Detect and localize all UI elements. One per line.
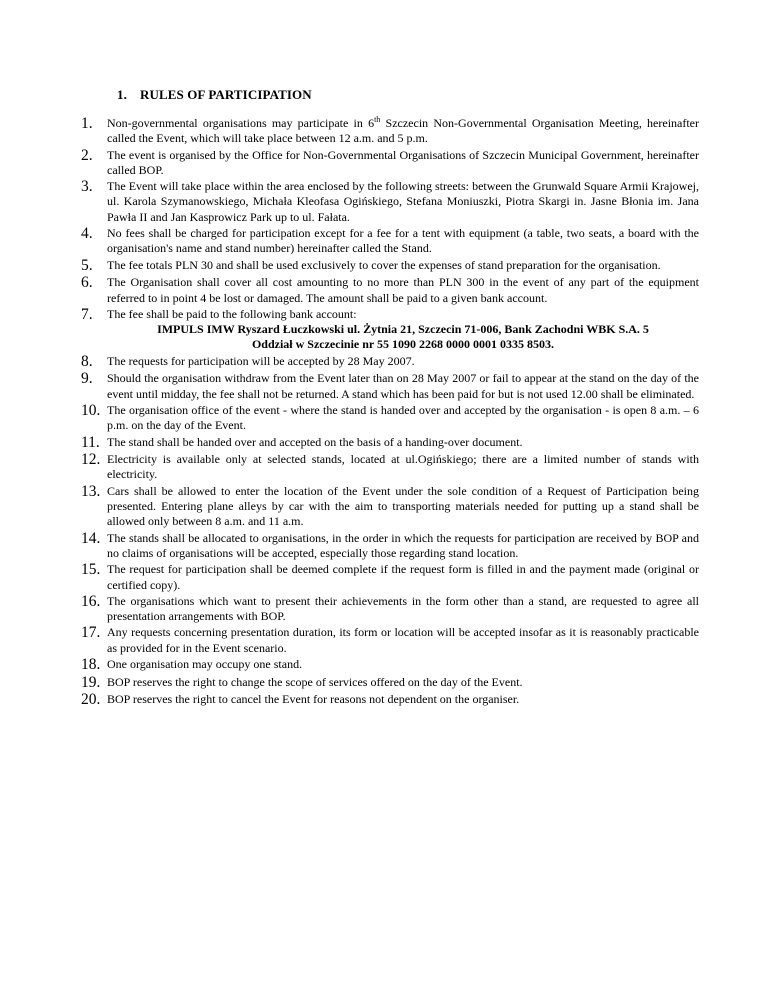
rule-text: One organisation may occupy one stand. <box>107 656 303 671</box>
rule-number: 15. <box>81 561 101 579</box>
rule-item <box>81 402 699 434</box>
section-number: 1. <box>117 87 127 102</box>
rules-list <box>81 115 699 709</box>
rule-number: 1. <box>81 115 93 132</box>
rule-item <box>81 691 699 709</box>
rule-item <box>81 593 699 625</box>
rule-number: 9. <box>81 370 93 388</box>
rule-item <box>81 225 699 257</box>
rule-number: 11. <box>81 433 100 451</box>
bank-account-line: Oddział w Szczecinie nr 55 1090 2268 0000 0001 0335 8503. <box>251 337 555 352</box>
rule-number: 7. <box>81 305 93 323</box>
rule-text-part: Non-governmental organisations may participate in 6 <box>107 116 375 130</box>
rule-text: The fee totals PLN 30 and shall be used exclusively to cover the expenses of stand preparation for the organisation. <box>107 257 661 272</box>
rule-number: 19. <box>81 673 101 691</box>
rule-number: 18. <box>81 655 101 673</box>
rule-number: 4. <box>81 225 93 243</box>
rule-text: Cars shall be allowed to enter the location of the Event under the sole condition of a Request of Participation being presented. Entering plane alleys by car with the aim to transporting materials needed for putting up a stand shall be allowed only between 8 a.m. and 11 a.m. <box>107 483 699 529</box>
rule-item <box>81 274 699 306</box>
rule-number: 17. <box>81 624 101 642</box>
rule-number: 13. <box>81 482 101 500</box>
rule-item <box>81 306 699 353</box>
rule-text: The stand shall be handed over and accepted on the basis of a handing-over document. <box>107 434 523 449</box>
rule-text: The organisation office of the event - where the stand is handed over and accepted by the organisation - is open 8 a.m. – 6 p.m. on the day of the Event. <box>107 402 699 433</box>
rule-item <box>81 178 699 225</box>
rule-item <box>81 483 699 530</box>
rule-item <box>81 674 699 692</box>
rule-item <box>81 434 699 452</box>
rule-number: 12. <box>81 451 101 469</box>
rule-text: BOP reserves the right to change the scope of services offered on the day of the Event. <box>107 674 523 689</box>
rule-text-part: The fee shall be paid to the following bank account: <box>107 306 357 321</box>
rule-text: The stands shall be allocated to organisations, in the order in which the requests for participation are received by BOP and no claims of organisations will be accepted, especially those regarding stand location. <box>107 530 699 560</box>
section-title: RULES OF PARTICIPATION <box>140 87 312 102</box>
rule-item <box>81 257 699 275</box>
rule-item <box>81 561 699 593</box>
rule-number: 6. <box>81 274 93 292</box>
section-heading <box>117 87 312 103</box>
rule-item <box>81 370 699 402</box>
rule-text: Any requests concerning presentation duration, its form or location will be accepted insofar as it is reasonably practicable as provided for in the Event scenario. <box>107 625 699 655</box>
rule-text: Electricity is available only at selected stands, located at ul.Ogińskiego; there are a limited number of stands with electricity. <box>107 452 699 482</box>
rule-text: Should the organisation withdraw from the Event later than on 28 May 2007 or fail to appear at the stand on the day of the event until midday, the fee shall not be returned. A stand which has been paid for but is not used 12.00 shall be eliminated. <box>107 371 699 401</box>
rule-text: The Organisation shall cover all cost amounting to no more than PLN 300 in the event of any part of the equipment referred to in point 4 be lost or damaged. The amount shall be paid to a given bank account. <box>107 275 699 305</box>
bank-account-line: IMPULS IMW Ryszard Łuczkowski ul. Żytnia 21, Szczecin 71-006, Bank Zachodni WBK S.A. 5 <box>157 322 649 337</box>
rule-item <box>81 353 699 371</box>
rule-item <box>81 530 699 562</box>
rule-item <box>81 147 699 179</box>
rule-number: 20. <box>81 691 101 709</box>
rule-number: 5. <box>81 256 93 274</box>
rule-text <box>107 115 699 147</box>
rule-number: 3. <box>81 178 93 196</box>
rule-text: The requests for participation will be accepted by 28 May 2007. <box>107 353 415 368</box>
rule-text: The organisations which want to present their achievements in the form other than a stand, are requested to agree all presentation arrangements with BOP. <box>107 593 699 624</box>
rule-text: The request for participation shall be deemed complete if the request form is filled in and the payment made (original or certified copy). <box>107 562 699 592</box>
rule-item <box>81 656 699 674</box>
rule-text: BOP reserves the right to cancel the Event for reasons not dependent on the organiser. <box>107 692 520 707</box>
rule-number: 16. <box>81 592 101 610</box>
rule-text: No fees shall be charged for participation except for a fee for a tent with equipment (a table, two seats, a board with the organisation's name and stand number) hereinafter called the Stand. <box>107 226 699 256</box>
rule-number: 10. <box>81 401 101 419</box>
rule-text: The event is organised by the Office for Non-Governmental Organisations of Szczecin Municipal Government, hereinafter called BOP. <box>107 147 699 177</box>
rule-text: The Event will take place within the area enclosed by the following streets: between the Grunwald Square Armii Krajowej, ul. Karola Szymanowskiego, Michała Kleofasa Ogińskiego, Stefana Moniuszki, Piotra Skargi in. Jasne Błonia im. Jana Pawła II and Jan Kasprowicz Park up to ul. Fałata. <box>107 179 699 224</box>
rule-item <box>81 115 699 147</box>
rule-item <box>81 624 699 656</box>
rule-number: 14. <box>81 529 101 547</box>
rule-number: 2. <box>81 146 93 164</box>
superscript: th <box>374 115 381 124</box>
rule-text <box>107 306 699 353</box>
rule-item <box>81 451 699 483</box>
rule-number: 8. <box>81 352 93 370</box>
rule-text-part: Szczecin Non-Governmental Organisation Meeting, hereinafter called the Event, which will take place between 12 a.m. and 5 p.m. <box>107 116 700 146</box>
